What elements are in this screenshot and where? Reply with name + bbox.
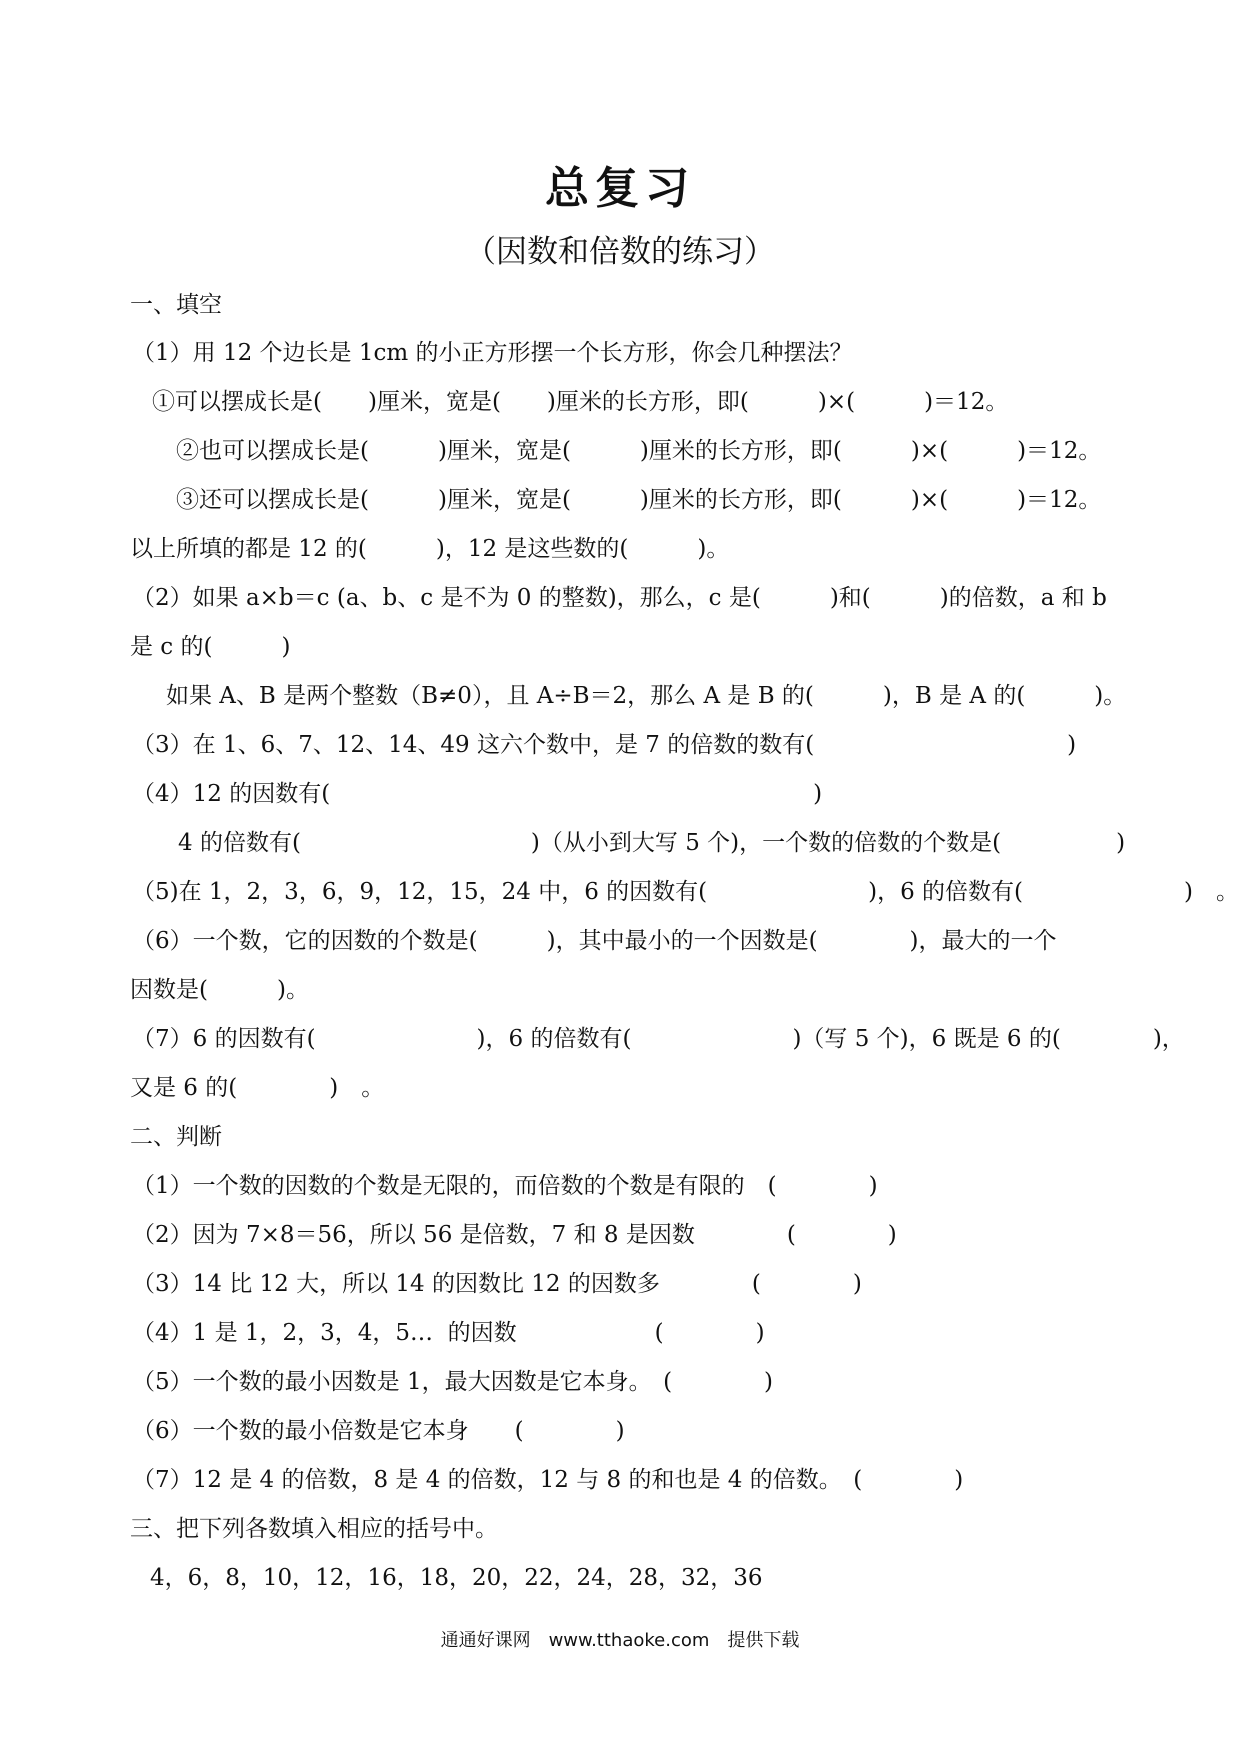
question-4-line-2: 4 的倍数有( )（从小到大写 5 个)，一个数的倍数的个数是( ) [178, 830, 1126, 856]
page-subtitle: （因数和倍数的练习） [465, 234, 775, 270]
page-title: 总复习 [545, 163, 695, 214]
question-4-line-1: （4）12 的因数有( ) [132, 781, 823, 807]
judgement-7: （7）12 是 4 的倍数，8 是 4 的倍数，12 与 8 的和也是 4 的倍数。 ( ) [132, 1467, 964, 1493]
judgement-2: （2）因为 7×8＝56，所以 56 是倍数，7 和 8 是因数 ( ) [132, 1222, 897, 1248]
judgement-4: （4）1 是 1，2，3，4，5… 的因数 ( ) [132, 1320, 765, 1346]
question-5: （5)在 1，2，3，6，9，12，15，24 中，6 的因数有( )，6 的倍数有( ) 。 [132, 879, 1239, 905]
classify-number-list: 4，6，8，10，12，16，18，20，22，24，28，32，36 [150, 1565, 763, 1591]
judgement-3: （3）14 比 12 大，所以 14 的因数比 12 的因数多 ( ) [132, 1271, 862, 1297]
question-1-option-2: ②也可以摆成长是( )厘米，宽是( )厘米的长方形，即( )×( )＝12。 [176, 438, 1102, 464]
question-1-option-3: ③还可以摆成长是( )厘米，宽是( )厘米的长方形，即( )×( )＝12。 [176, 487, 1102, 513]
question-1-summary: 以上所填的都是 12 的( )，12 是这些数的( )。 [130, 536, 730, 562]
question-7-line-1: （7）6 的因数有( )，6 的倍数有( )（写 5 个)，6 既是 6 的( )， [132, 1026, 1185, 1052]
question-1-intro: （1）用 12 个边长是 1cm 的小正方形摆一个长方形，你会几种摆法？ [132, 340, 853, 366]
page-footer: 通通好课网 www.tthaoke.com 提供下载 [440, 1630, 800, 1651]
question-1-option-1: ①可以摆成长是( )厘米，宽是( )厘米的长方形，即( )×( )＝12。 [152, 389, 1009, 415]
section-heading-classify: 三、把下列各数填入相应的括号中。 [130, 1516, 498, 1542]
judgement-6: （6）一个数的最小倍数是它本身 ( ) [132, 1418, 625, 1444]
question-6-line-2: 因数是( )。 [130, 977, 309, 1003]
question-2-line-3: 如果 A、B 是两个整数（B≠0），且 A÷B＝2，那么 A 是 B 的( )，B 是 A 的( )。 [166, 683, 1127, 709]
judgement-1: （1）一个数的因数的个数是无限的，而倍数的个数是有限的 ( ) [132, 1173, 878, 1199]
question-3: （3）在 1、6、7、12、14、49 这六个数中，是 7 的倍数的数有( ) [132, 732, 1077, 758]
section-heading-judgement: 二、判断 [130, 1124, 222, 1150]
judgement-5: （5）一个数的最小因数是 1，最大因数是它本身。 ( ) [132, 1369, 774, 1395]
question-2-line-1: （2）如果 a×b＝c (a、b、c 是不为 0 的整数)，那么，c 是( )和( )的倍数，a 和 b [132, 585, 1107, 611]
section-heading-fill-blank: 一、填空 [130, 292, 222, 318]
question-6-line-1: （6）一个数，它的因数的个数是( )，其中最小的一个因数是( )，最大的一个 [132, 928, 1057, 954]
question-2-line-2: 是 c 的( ) [130, 634, 291, 660]
question-7-line-2: 又是 6 的( ) 。 [130, 1075, 385, 1101]
